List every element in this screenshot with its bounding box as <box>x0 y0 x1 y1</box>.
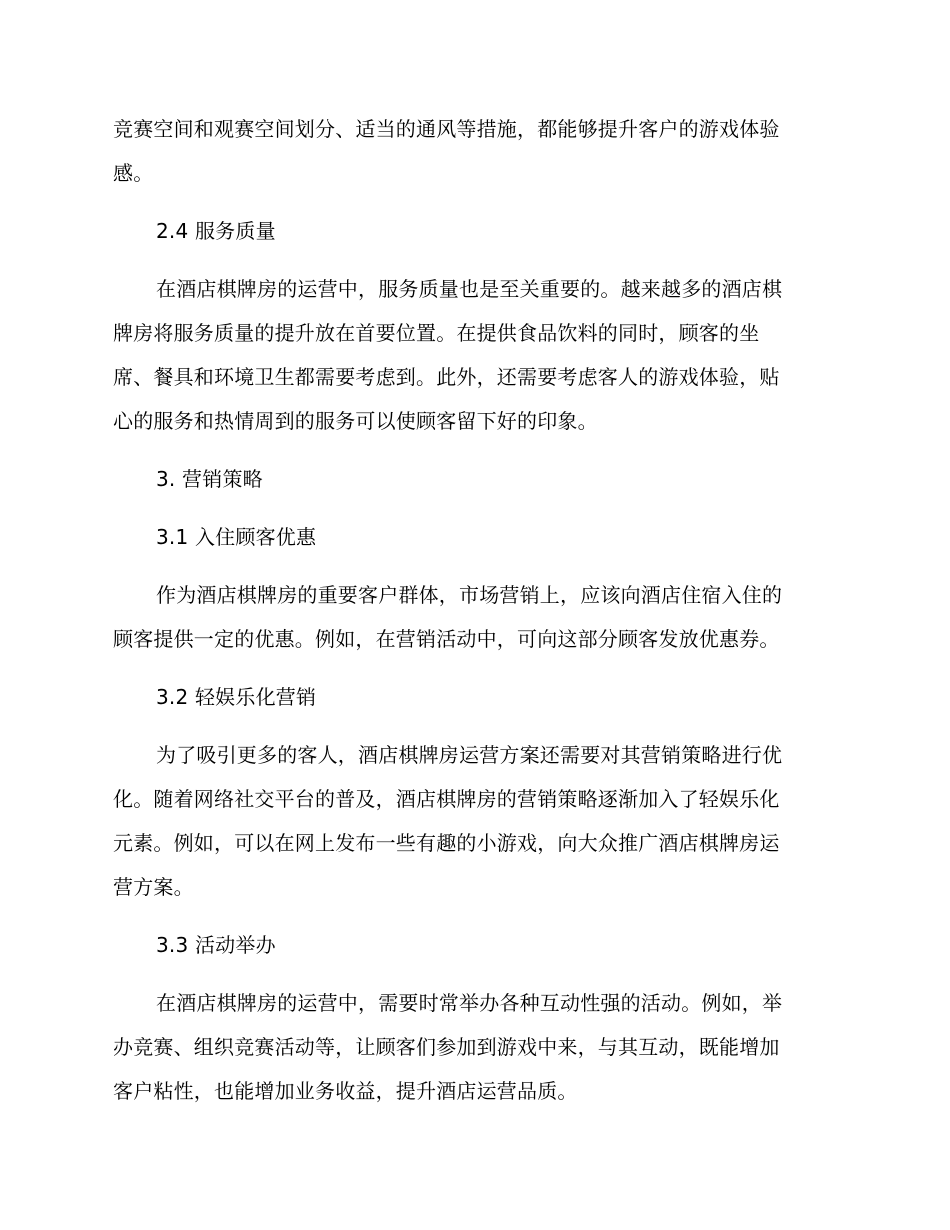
section-heading-3-3: 3.3 活动举办 <box>156 933 276 957</box>
paragraph-line: 客户粘性，也能增加业务收益，提升酒店运营品质。 <box>113 1079 578 1103</box>
paragraph-line: 元素。例如，可以在网上发布一些有趣的小游戏，向大众推广酒店棋牌房运 <box>113 831 780 855</box>
paragraph-line: 感。 <box>113 161 154 185</box>
paragraph-line: 化。随着网络社交平台的普及，酒店棋牌房的营销策略逐渐加入了轻娱乐化 <box>113 787 780 811</box>
paragraph-line: 办竞赛、组织竞赛活动等，让顾客们参加到游戏中来，与其互动，既能增加 <box>113 1035 780 1059</box>
paragraph-line: 作为酒店棋牌房的重要客户群体，市场营销上，应该向酒店住宿入住的 <box>156 583 783 607</box>
paragraph-line: 牌房将服务质量的提升放在首要位置。在提供食品饮料的同时，顾客的坐 <box>113 321 760 345</box>
paragraph-line: 为了吸引更多的客人，酒店棋牌房运营方案还需要对其营销策略进行优 <box>156 743 783 767</box>
section-heading-3: 3. 营销策略 <box>156 467 263 491</box>
section-heading-3-1: 3.1 入住顾客优惠 <box>156 525 317 549</box>
paragraph-line: 在酒店棋牌房的运营中，服务质量也是至关重要的。越来越多的酒店棋 <box>156 277 783 301</box>
paragraph-line: 在酒店棋牌房的运营中，需要时常举办各种互动性强的活动。例如，举 <box>156 991 783 1015</box>
paragraph-line: 营方案。 <box>113 875 194 899</box>
paragraph-line: 顾客提供一定的优惠。例如，在营销活动中，可向这部分顾客发放优惠券。 <box>113 627 780 651</box>
paragraph-line: 竞赛空间和观赛空间划分、适当的通风等措施，都能够提升客户的游戏体验 <box>113 117 780 141</box>
paragraph-line: 席、餐具和环境卫生都需要考虑到。此外，还需要考虑客人的游戏体验，贴 <box>113 365 780 389</box>
section-heading-3-2: 3.2 轻娱乐化营销 <box>156 685 317 709</box>
section-heading-2-4: 2.4 服务质量 <box>156 219 276 243</box>
paragraph-line: 心的服务和热情周到的服务可以使顾客留下好的印象。 <box>113 409 598 433</box>
